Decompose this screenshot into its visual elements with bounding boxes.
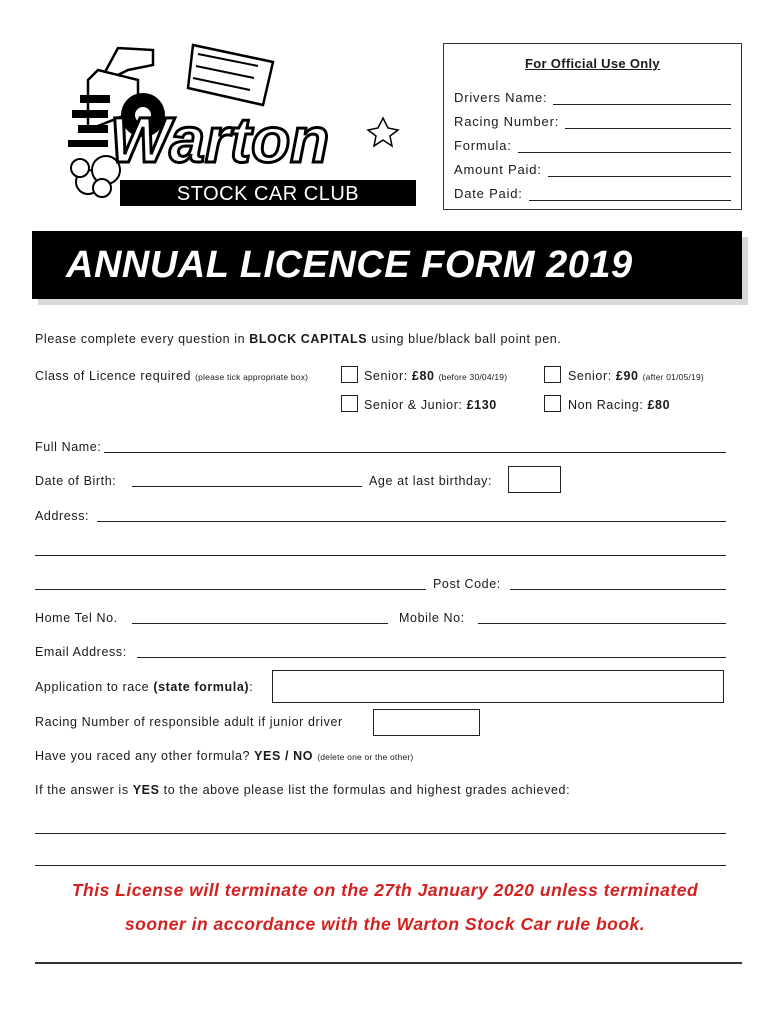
race-label <box>35 680 253 694</box>
dob-field[interactable] <box>132 474 362 487</box>
official-date-paid-label: Date Paid: <box>454 186 523 201</box>
termination-notice-line-1: This License will terminate on the 27th January 2020 unless terminated <box>71 880 699 900</box>
email-label: Email Address: <box>35 645 127 659</box>
race-label-bold: (state formula) <box>153 680 250 694</box>
senior-junior-checkbox[interactable] <box>341 395 358 412</box>
post-code-label: Post Code: <box>433 577 501 591</box>
official-amount-paid-field[interactable] <box>548 164 731 177</box>
non-racing-checkbox[interactable] <box>544 395 561 412</box>
title-banner <box>32 231 742 299</box>
official-racing-number-field[interactable] <box>565 116 731 129</box>
stock-car-logo-graphic <box>58 40 438 210</box>
senior-80-option <box>364 369 507 383</box>
senior-junior-label: Senior & Junior: <box>364 398 467 412</box>
address-line-1[interactable] <box>97 509 726 522</box>
official-amount-paid-row <box>454 162 731 177</box>
race-label-post: : <box>249 680 254 694</box>
post-code-field[interactable] <box>510 577 726 590</box>
formulas-line-2[interactable] <box>35 853 726 866</box>
raced-other-yes-no: YES / NO <box>254 749 314 763</box>
official-racing-number-row <box>454 114 731 129</box>
official-use-box <box>443 43 742 210</box>
home-tel-field[interactable] <box>132 611 388 624</box>
senior-junior-price: £130 <box>466 398 497 412</box>
non-racing-price: £80 <box>647 398 671 412</box>
race-formula-input[interactable] <box>272 670 724 703</box>
instruction-post: using blue/black ball point pen. <box>367 332 562 346</box>
senior-90-price: £90 <box>615 369 639 383</box>
formulas-question-post: to the above please list the formulas and highest grades achieved: <box>159 783 571 797</box>
email-field[interactable] <box>137 645 726 658</box>
instruction-pre: Please complete every question in <box>35 332 250 346</box>
official-drivers-name-field[interactable] <box>553 92 731 105</box>
logo-banner-text: STOCK CAR CLUB <box>176 183 360 205</box>
instruction-text <box>35 332 561 346</box>
form-title: ANNUAL LICENCE FORM 2019 <box>66 243 633 286</box>
formulas-question <box>35 783 570 797</box>
home-tel-label: Home Tel No. <box>35 611 118 625</box>
official-racing-number-label: Racing Number: <box>454 114 560 129</box>
full-name-label: Full Name: <box>35 440 102 454</box>
senior-80-price: £80 <box>411 369 435 383</box>
mobile-label: Mobile No: <box>399 611 465 625</box>
senior-90-note: (after 01/05/19) <box>642 372 704 382</box>
age-label: Age at last birthday: <box>369 474 493 488</box>
official-date-paid-row <box>454 186 731 201</box>
race-label-pre: Application to race <box>35 680 154 694</box>
senior-80-note: (before 30/04/19) <box>438 372 508 382</box>
official-use-title: For Official Use Only <box>525 56 660 71</box>
age-input-box[interactable] <box>508 466 561 493</box>
class-of-licence-hint: (please tick appropriate box) <box>195 372 309 382</box>
logo-word: Warton <box>110 104 330 176</box>
formulas-question-pre: If the answer is <box>35 783 133 797</box>
official-date-paid-field[interactable] <box>529 188 731 201</box>
full-name-field[interactable] <box>104 440 726 453</box>
termination-notice-line-2: sooner in accordance with the Warton Stock Car rule book. <box>124 914 646 934</box>
bottom-divider <box>35 962 742 964</box>
non-racing-label: Non Racing: <box>568 398 648 412</box>
instruction-bold: BLOCK CAPITALS <box>249 332 368 346</box>
class-of-licence-label <box>35 369 308 383</box>
senior-80-checkbox[interactable] <box>341 366 358 383</box>
junior-racing-number-input[interactable] <box>373 709 480 736</box>
official-formula-field[interactable] <box>518 140 731 153</box>
address-line-3[interactable] <box>35 577 426 590</box>
class-of-licence-text: Class of Licence required <box>35 369 192 383</box>
senior-90-checkbox[interactable] <box>544 366 561 383</box>
address-label: Address: <box>35 509 90 523</box>
raced-other-question <box>35 749 413 763</box>
club-logo <box>58 40 438 210</box>
raced-other-note: (delete one or the other) <box>317 752 414 762</box>
dob-label: Date of Birth: <box>35 474 117 488</box>
formulas-question-bold: YES <box>132 783 160 797</box>
official-amount-paid-label: Amount Paid: <box>454 162 542 177</box>
formulas-line-1[interactable] <box>35 821 726 834</box>
non-racing-option <box>568 398 670 412</box>
official-drivers-name-row <box>454 90 731 105</box>
address-line-2[interactable] <box>35 543 726 556</box>
official-drivers-name-label: Drivers Name: <box>454 90 548 105</box>
senior-90-option <box>568 369 704 383</box>
official-formula-row <box>454 138 731 153</box>
junior-label: Racing Number of responsible adult if junior driver <box>35 715 343 729</box>
senior-junior-option <box>364 398 497 412</box>
senior-80-label: Senior: <box>364 369 412 383</box>
official-formula-label: Formula: <box>454 138 512 153</box>
raced-other-pre: Have you raced any other formula? <box>35 749 255 763</box>
senior-90-label: Senior: <box>568 369 616 383</box>
mobile-field[interactable] <box>478 611 726 624</box>
